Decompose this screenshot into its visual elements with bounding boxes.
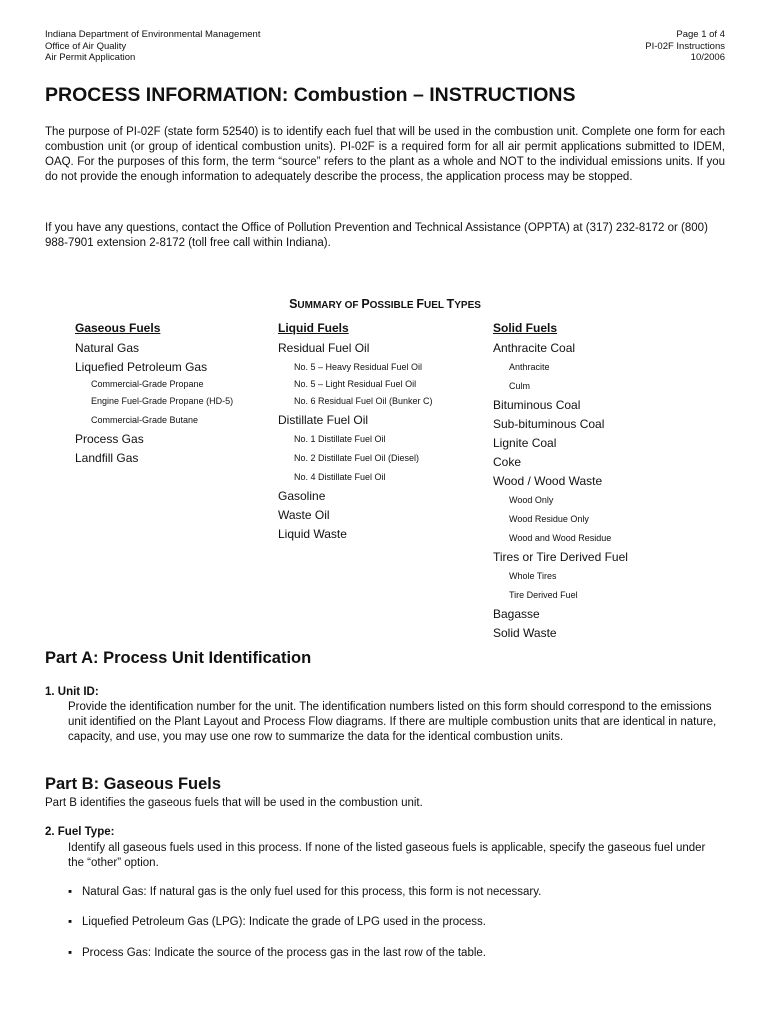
solid-fuel-item: Sub-bituminous Coal — [493, 417, 605, 431]
unit-id-label: 1. Unit ID: — [45, 686, 99, 698]
header-agency: Indiana Department of Environmental Management — [45, 29, 261, 40]
liquid-fuel-item: Distillate Fuel Oil — [278, 413, 369, 427]
intro-paragraph: The purpose of PI-02F (state form 52540) is to identify each fuel that will be used in the combustion unit. Complete one form for each combustion unit (or group of identical combustion units). PI-02F is a required form for all air permit applications submitted to IDEM, OAQ. For the purposes of this form, the term “source” refers to the plant as a whole and NOT to the individual emissions units. If you do not provide the enough information to adequately describe the process, the application process may be stopped. — [45, 126, 725, 183]
liquid-fuel-item: Gasoline — [278, 489, 326, 503]
gaseous-fuel-item: Commercial-Grade Butane — [91, 415, 199, 425]
header-date: 10/2006 — [690, 52, 725, 63]
part-b-heading: Part B: Gaseous Fuels — [45, 775, 222, 793]
liquid-fuel-item: Liquid Waste — [278, 527, 347, 541]
header-page-block — [645, 29, 725, 64]
solid-fuels-column — [493, 320, 628, 643]
part-a-heading: Part A: Process Unit Identification — [45, 649, 312, 667]
header-form-name: PI-02F Instructions — [645, 40, 725, 52]
gaseous-fuels-column — [75, 320, 233, 468]
solid-fuel-item: Bituminous Coal — [493, 398, 581, 412]
solid-fuel-item: Anthracite — [509, 362, 550, 372]
liquid-fuel-item: Waste Oil — [278, 508, 330, 522]
liquid-fuels-heading: Liquid Fuels — [278, 321, 349, 335]
unit-id-text: Provide the identification number for the unit. The identification numbers listed on this form should correspond to the emissions unit identified on the Plant Layout and Process Flow diagrams. If there are multiple combustion units that are identical in nature, capacity, and use, you may use one row to summarize the data for the identical combustion units. — [68, 701, 717, 743]
liquid-fuels-column — [278, 320, 433, 544]
part-b-intro: Part B identifies the gaseous fuels that will be used in the combustion unit. — [45, 797, 423, 809]
gaseous-fuel-item: Process Gas — [75, 432, 144, 446]
summary-title: SUMMARY OF POSSIBLE FUEL TYPES — [289, 297, 481, 311]
solid-fuel-item: Wood Residue Only — [509, 514, 589, 524]
liquid-fuel-item: No. 6 Residual Fuel Oil (Bunker C) — [294, 396, 433, 406]
solid-fuel-item: Lignite Coal — [493, 436, 557, 450]
header-agency-block — [45, 29, 260, 64]
gaseous-fuel-item: Engine Fuel-Grade Propane (HD-5) — [91, 396, 234, 406]
solid-fuel-item: Solid Waste — [493, 626, 557, 640]
liquid-fuel-item: No. 2 Distillate Fuel Oil (Diesel) — [294, 453, 420, 463]
solid-fuel-item: Tires or Tire Derived Fuel — [493, 550, 628, 564]
gaseous-fuel-item: Commercial-Grade Propane — [91, 379, 204, 389]
bullet-natural-gas: ▪ Natural Gas: If natural gas is the only fuel used for this process, this form is not necessary. — [68, 886, 542, 898]
gaseous-fuel-item: Liquefied Petroleum Gas — [75, 360, 208, 374]
contact-paragraph: If you have any questions, contact the Office of Pollution Prevention and Technical Assistance (OPPTA) at (317) 232-8172 or (800) 988-7901 extension 2-8172 (toll free call within Indiana). — [45, 222, 708, 249]
bullet-lpg: ▪ Liquefied Petroleum Gas (LPG): Indicate the grade of LPG used in the process. — [68, 916, 487, 928]
liquid-fuel-item: Residual Fuel Oil — [278, 341, 370, 355]
page-title: PROCESS INFORMATION: Combustion – INSTRUCTIONS — [45, 84, 576, 106]
solid-fuel-item: Anthracite Coal — [493, 341, 576, 355]
gaseous-fuel-item: Landfill Gas — [75, 451, 139, 465]
solid-fuel-item: Coke — [493, 455, 522, 469]
liquid-fuel-item: No. 5 – Heavy Residual Fuel Oil — [294, 362, 423, 372]
solid-fuel-item: Wood Only — [509, 495, 554, 505]
liquid-fuel-item: No. 4 Distillate Fuel Oil — [294, 472, 386, 482]
solid-fuel-item: Tire Derived Fuel — [509, 590, 578, 600]
header-office: Office of Air Quality — [45, 40, 127, 52]
fuel-type-text: Identify all gaseous fuels used in this process. If none of the listed gaseous fuels is applicable, specify the gaseous fuel under the “other” option. — [68, 842, 706, 869]
header-page-number: Page 1 of 4 — [676, 29, 725, 40]
gaseous-fuel-item: Natural Gas — [75, 341, 140, 355]
solid-fuel-item: Culm — [509, 381, 531, 391]
gaseous-fuels-heading: Gaseous Fuels — [75, 321, 161, 335]
solid-fuel-item: Wood / Wood Waste — [493, 474, 603, 488]
header-application: Air Permit Application — [45, 52, 136, 63]
liquid-fuel-item: No. 1 Distillate Fuel Oil — [294, 434, 386, 444]
solid-fuel-item: Whole Tires — [509, 571, 557, 581]
solid-fuels-heading: Solid Fuels — [493, 321, 558, 335]
solid-fuel-item: Bagasse — [493, 607, 540, 621]
fuel-type-label: 2. Fuel Type: — [45, 826, 115, 838]
solid-fuel-item: Wood and Wood Residue — [509, 533, 612, 543]
bullet-process-gas: ▪ Process Gas: Indicate the source of the process gas in the last row of the table. — [68, 947, 486, 959]
liquid-fuel-item: No. 5 – Light Residual Fuel Oil — [294, 379, 417, 389]
